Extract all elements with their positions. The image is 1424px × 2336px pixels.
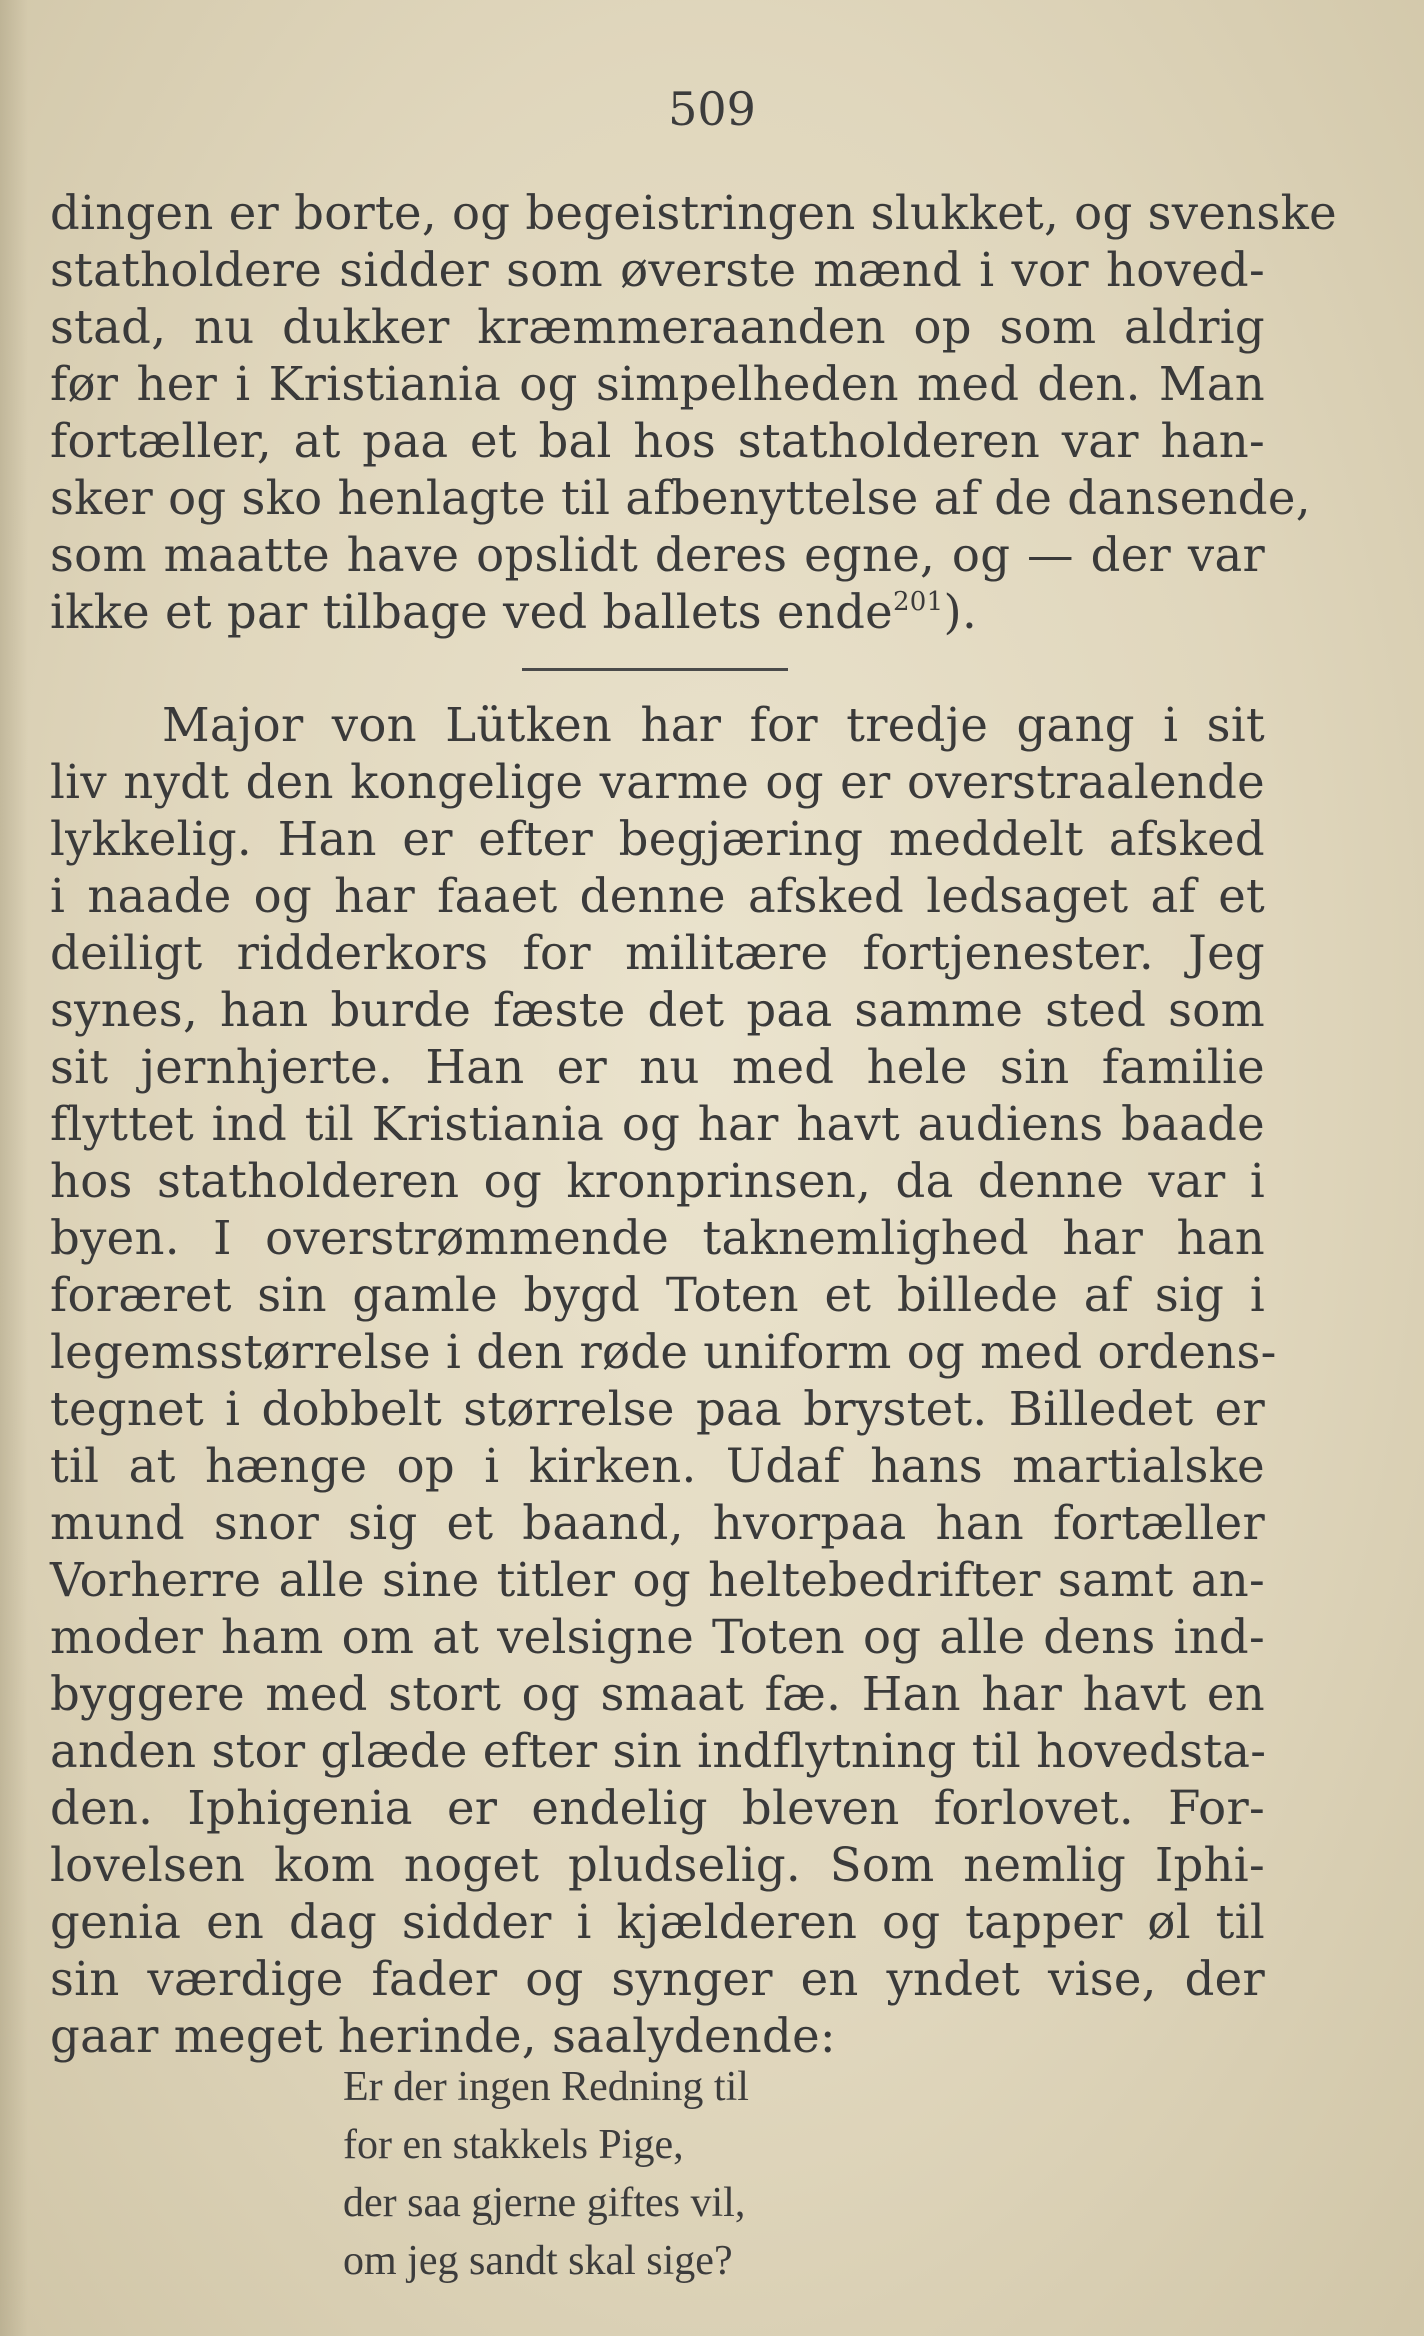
verse-line: om jeg sandt skal sige? xyxy=(343,2238,733,2284)
section-divider xyxy=(522,668,788,671)
text-line: moder ham om at velsigne Toten og alle dens ind- xyxy=(50,1610,1265,1664)
text-line: sker og sko henlagte til afbenyttelse af de dansende, xyxy=(50,471,1311,525)
text-line: fortæller, at paa et bal hos statholderen var han- xyxy=(50,414,1265,468)
text-line: dingen er borte, og begeistringen slukket, og svenske xyxy=(50,186,1337,240)
text-line: som maatte have opslidt deres egne, og — der var xyxy=(50,528,1265,582)
text-line: genia en dag sidder i kjælderen og tapper øl til xyxy=(50,1895,1265,1949)
text-line: tegnet i dobbelt størrelse paa brystet. Billedet er xyxy=(50,1382,1265,1436)
footnote-reference[interactable]: 201 xyxy=(892,587,944,617)
text-line: lovelsen kom noget pludselig. Som nemlig Iphi- xyxy=(50,1838,1265,1892)
verse-line: for en stakkels Pige, xyxy=(343,2122,684,2168)
text-line: sin værdige fader og synger en yndet vise, der xyxy=(50,1952,1265,2006)
text-line: den. Iphigenia er endelig bleven forlovet. For- xyxy=(50,1781,1265,1835)
text-line: anden stor glæde efter sin indflytning til hovedsta- xyxy=(50,1724,1267,1778)
text-line: Major von Lütken har for tredje gang i sit xyxy=(162,698,1265,752)
text-line: før her i Kristiania og simpelheden med den. Man xyxy=(50,357,1265,411)
text-line: lykkelig. Han er efter begjæring meddelt afsked xyxy=(50,812,1265,866)
text-line-last xyxy=(50,584,1265,641)
text-line: legemsstørrelse i den røde uniform og med ordens- xyxy=(50,1325,1277,1379)
text-line: liv nydt den kongelige varme og er overstraalende xyxy=(50,755,1265,809)
text-line: sit jernhjerte. Han er nu med hele sin familie xyxy=(50,1040,1265,1094)
page-edge-shadow xyxy=(0,0,28,2336)
text-line-last-end: ). xyxy=(943,585,978,639)
text-line: byen. I overstrømmende taknemlighed har han xyxy=(50,1211,1265,1265)
text-line: byggere med stort og smaat fæ. Han har havt en xyxy=(50,1667,1265,1721)
text-line: statholdere sidder som øverste mænd i vor hoved- xyxy=(50,243,1265,297)
paragraph-2 xyxy=(50,697,1277,2065)
text-line: flyttet ind til Kristiania og har havt audiens baade xyxy=(50,1097,1265,1151)
text-line: synes, han burde fæste det paa samme sted som xyxy=(50,983,1265,1037)
text-line: stad, nu dukker kræmmeraanden op som aldrig xyxy=(50,300,1265,354)
paragraph-1 xyxy=(50,185,1337,641)
text-line: til at hænge op i kirken. Udaf hans martialske xyxy=(50,1439,1265,1493)
text-line: mund snor sig et baand, hvorpaa han fortæller xyxy=(50,1496,1265,1550)
text-line: deiligt ridderkors for militære fortjenester. Jeg xyxy=(50,926,1265,980)
text-line: gaar meget herinde, saalydende: xyxy=(50,2009,836,2063)
text-line: Vorherre alle sine titler og heltebedrifter samt an- xyxy=(50,1553,1265,1607)
text-line: i naade og har faaet denne afsked ledsaget af et xyxy=(50,869,1265,923)
verse-line: der saa gjerne giftes vil, xyxy=(343,2180,746,2226)
text-line-last-content: ikke et par tilbage ved ballets ende xyxy=(50,585,893,639)
text-line: hos statholderen og kronprinsen, da denne var i xyxy=(50,1154,1265,1208)
verse-block xyxy=(343,2058,749,2290)
page-number: 509 xyxy=(668,82,756,136)
text-line: foræret sin gamle bygd Toten et billede af sig i xyxy=(50,1268,1265,1322)
verse-line: Er der ingen Redning til xyxy=(343,2064,749,2110)
